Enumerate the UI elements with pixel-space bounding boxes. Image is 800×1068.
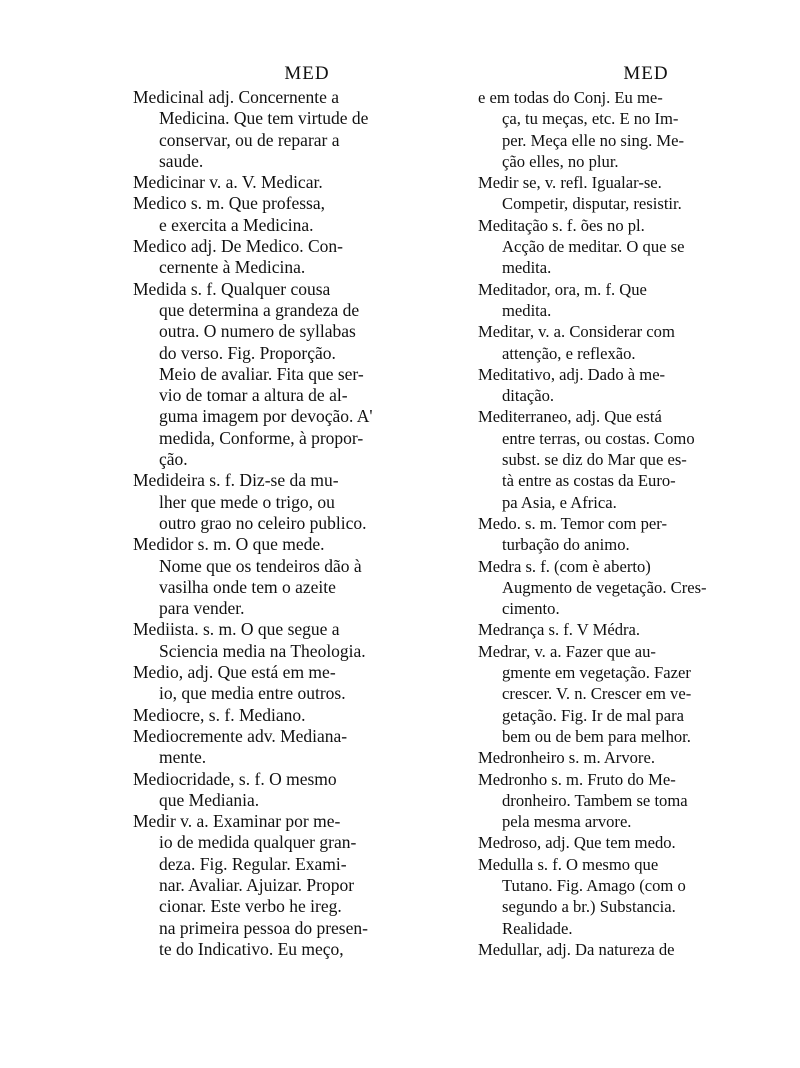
entry-headline: Medo. s. m. Temor com per- bbox=[478, 513, 667, 533]
entry-headline: Mediocridade, s. f. O mesmo bbox=[133, 768, 337, 789]
entry-headline: Medidor s. m. O que mede. bbox=[133, 534, 325, 555]
dictionary-entry-medir-se bbox=[478, 172, 794, 215]
entry-continuation-line: crescer. V. n. Crescer em ve- bbox=[502, 684, 692, 704]
dictionary-entry-meditativo bbox=[478, 364, 794, 407]
entry-continuation-line: pa Asia, e Africa. bbox=[502, 492, 617, 512]
entry-continuation-line: ça, tu meças, etc. E no Im- bbox=[502, 109, 679, 129]
entry-headline: Medicinar v. a. V. Medicar. bbox=[133, 172, 323, 193]
entry-continuation-line: outra. O numero de syllabas bbox=[159, 321, 356, 342]
entry-headline: Medir v. a. Examinar por me- bbox=[133, 811, 341, 832]
entry-continuation-line: per. Meça elle no sing. Me- bbox=[502, 130, 685, 150]
column-header-left: MED bbox=[284, 63, 330, 84]
entry-continuation-line: mente. bbox=[159, 747, 207, 768]
entry-continuation-line: medida, Conforme, à propor- bbox=[159, 427, 364, 448]
entry-headline: Medroso, adj. Que tem medo. bbox=[478, 833, 676, 853]
entry-continuation-line: Tutano. Fig. Amago (com o bbox=[502, 875, 686, 895]
entry-continuation-line: Meio de avaliar. Fita que ser- bbox=[159, 363, 364, 384]
entry-headline: Meditativo, adj. Dado à me- bbox=[478, 364, 666, 384]
entry-continuation-line: outro grao no celeiro publico. bbox=[159, 512, 367, 533]
entry-headline: Medicinal adj. Concernente a bbox=[133, 87, 340, 107]
entry-continuation-line: deza. Fig. Regular. Exami- bbox=[159, 853, 347, 874]
entry-headline: Medrar, v. a. Fazer que au- bbox=[478, 641, 656, 661]
dictionary-entry-medidor bbox=[133, 534, 473, 619]
entry-continuation-line: do verso. Fig. Proporção. bbox=[159, 342, 336, 363]
entry-continuation-line: te do Indicativo. Eu meço, bbox=[159, 938, 344, 959]
dictionary-entry-medulla bbox=[478, 854, 794, 939]
entry-continuation-line: pela mesma arvore. bbox=[502, 812, 632, 832]
entry-continuation-line: medita. bbox=[502, 300, 552, 320]
entry-headline: Meditador, ora, m. f. Que bbox=[478, 279, 647, 299]
entry-continuation-line: para vender. bbox=[159, 598, 245, 619]
entry-continuation-line: conservar, ou de reparar a bbox=[159, 129, 340, 150]
entry-headline: Mediocre, s. f. Mediano. bbox=[133, 704, 306, 725]
entry-headline: Medico adj. De Medico. Con- bbox=[133, 236, 343, 257]
entry-continuation-line: que Mediania. bbox=[159, 789, 260, 810]
entry-headline: Mediista. s. m. O que segue a bbox=[133, 619, 340, 640]
entry-headline: Medir se, v. refl. Igualar-se. bbox=[478, 173, 662, 193]
dictionary-entry-medio bbox=[133, 662, 473, 705]
entry-headline: Medullar, adj. Da natureza de bbox=[478, 939, 675, 959]
dictionary-entry-mediterraneo bbox=[478, 406, 794, 512]
entry-continuation-line: turbação do animo. bbox=[502, 535, 630, 555]
entry-continuation-line: dronheiro. Tambem se toma bbox=[502, 790, 688, 810]
entry-continuation-line: Augmento de vegetação. Cres- bbox=[502, 577, 707, 597]
entry-continuation-line: io de medida qualquer gran- bbox=[159, 832, 357, 853]
dictionary-entry-medranca bbox=[478, 619, 794, 640]
entry-continuation-line: tà entre as costas da Euro- bbox=[502, 471, 676, 491]
dictionary-entry-medrar bbox=[478, 641, 794, 747]
entry-headline: Medronheiro s. m. Arvore. bbox=[478, 748, 655, 768]
entry-continuation-line: ditação. bbox=[502, 386, 555, 406]
dictionary-entry-mediocre bbox=[133, 705, 473, 726]
entry-continuation-line: medita. bbox=[502, 258, 552, 278]
entry-continuation-line: ção elles, no plur. bbox=[502, 151, 619, 171]
entry-continuation-line: cernente à Medicina. bbox=[159, 257, 306, 278]
entry-continuation-line: e exercita a Medicina. bbox=[159, 214, 314, 235]
entry-continuation-line: vio de tomar a altura de al- bbox=[159, 385, 348, 406]
dictionary-entry-meditar bbox=[478, 321, 794, 364]
entry-continuation-line: Realidade. bbox=[502, 918, 573, 938]
entry-continuation-line: entre terras, ou costas. Como bbox=[502, 428, 695, 448]
entry-headline: Medida s. f. Qualquer cousa bbox=[133, 278, 331, 299]
entry-continuation-line: Competir, disputar, resistir. bbox=[502, 194, 682, 214]
entry-continuation-line: cionar. Este verbo he ireg. bbox=[159, 896, 342, 917]
entry-continuation-line: saude. bbox=[159, 150, 204, 171]
entry-continuation-line: Medicina. Que tem virtude de bbox=[159, 108, 369, 129]
entry-continuation-line: nar. Avaliar. Ajuizar. Propor bbox=[159, 874, 355, 895]
dictionary-entry-medra bbox=[478, 556, 794, 620]
entry-continuation-line: subst. se diz do Mar que es- bbox=[502, 450, 687, 470]
entry-headline: Medico s. m. Que professa, bbox=[133, 193, 325, 214]
dictionary-entry-medico-sm bbox=[133, 193, 473, 236]
entry-continuation-line: Nome que os tendeiros dão à bbox=[159, 555, 362, 576]
entry-headline: Medronho s. m. Fruto do Me- bbox=[478, 769, 676, 789]
dictionary-entry-medronho bbox=[478, 769, 794, 833]
entry-continuation-line: Sciencia media na Theologia. bbox=[159, 640, 366, 661]
left-column bbox=[133, 62, 473, 960]
dictionary-entry-medronheiro bbox=[478, 747, 794, 768]
dictionary-entry-mediista bbox=[133, 619, 473, 662]
entry-headline: Medra s. f. (com è aberto) bbox=[478, 556, 651, 576]
dictionary-entry-medicinar bbox=[133, 172, 473, 193]
entry-continuation-line: que determina a grandeza de bbox=[159, 299, 360, 320]
entry-headline: Mediterraneo, adj. Que está bbox=[478, 407, 662, 427]
dictionary-entry-mediocridade bbox=[133, 769, 473, 812]
entry-headline: Medideira s. f. Diz-se da mu- bbox=[133, 470, 339, 491]
dictionary-entry-medida bbox=[133, 279, 473, 471]
dictionary-entry-medir bbox=[133, 811, 473, 960]
dictionary-entry-meditador bbox=[478, 279, 794, 322]
entry-continuation-line: gmente em vegetação. Fazer bbox=[502, 663, 691, 683]
entry-continuation-line: getação. Fig. Ir de mal para bbox=[502, 705, 684, 725]
dictionary-entry-medullar bbox=[478, 939, 794, 960]
dictionary-entry-mediocremente bbox=[133, 726, 473, 769]
entry-continuation-line: Acção de meditar. O que se bbox=[502, 237, 685, 257]
dictionary-entry-medir-cont bbox=[478, 87, 794, 172]
entry-continuation-line: vasilha onde tem o azeite bbox=[159, 576, 336, 597]
entry-headline: Meditar, v. a. Considerar com bbox=[478, 322, 675, 342]
dictionary-entry-medroso bbox=[478, 832, 794, 853]
entry-continuation-line: ção. bbox=[159, 449, 188, 470]
entry-continuation-line: lher que mede o trigo, ou bbox=[159, 491, 335, 512]
entry-headline: e em todas do Conj. Eu me- bbox=[478, 88, 663, 107]
dictionary-entry-medicinal-adj bbox=[133, 87, 473, 172]
column-header-right: MED bbox=[623, 63, 669, 84]
entry-headline: Medulla s. f. O mesmo que bbox=[478, 854, 659, 874]
dictionary-entry-medico-adj bbox=[133, 236, 473, 279]
entry-continuation-line: bem ou de bem para melhor. bbox=[502, 726, 691, 746]
right-column bbox=[478, 62, 794, 960]
entry-continuation-line: guma imagem por devoção. A' bbox=[159, 406, 373, 427]
entry-headline: Medrança s. f. V Médra. bbox=[478, 620, 641, 640]
entry-continuation-line: cimento. bbox=[502, 599, 560, 619]
entry-continuation-line: io, que media entre outros. bbox=[159, 683, 346, 704]
dictionary-entry-medideira bbox=[133, 470, 473, 534]
entry-headline: Medio, adj. Que está em me- bbox=[133, 662, 336, 683]
entry-continuation-line: segundo a br.) Substancia. bbox=[502, 897, 676, 917]
entry-continuation-line: attenção, e reflexão. bbox=[502, 343, 636, 363]
entry-headline: Mediocremente adv. Mediana- bbox=[133, 725, 348, 746]
dictionary-entry-meditacao bbox=[478, 215, 794, 279]
dictionary-entry-medo bbox=[478, 513, 794, 556]
entry-headline: Meditação s. f. ões no pl. bbox=[478, 215, 645, 235]
entry-continuation-line: na primeira pessoa do presen- bbox=[159, 917, 368, 938]
